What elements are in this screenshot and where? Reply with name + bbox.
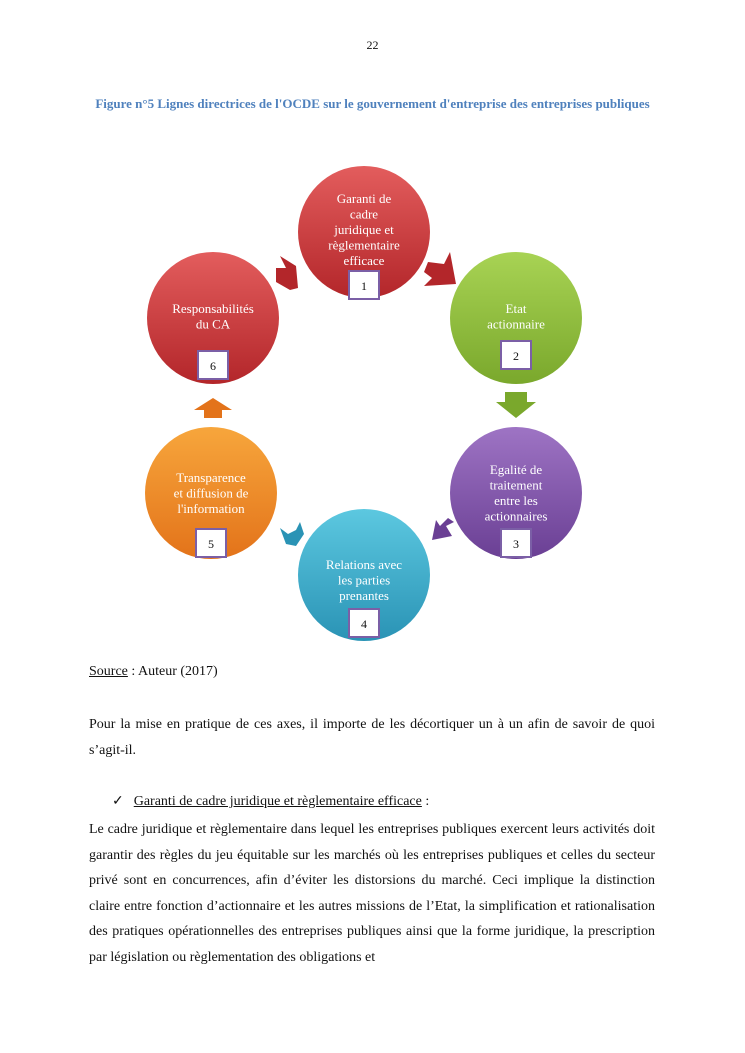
cycle-node-2 <box>450 252 582 384</box>
source-text: : Auteur (2017) <box>127 664 218 679</box>
cycle-arrow-3 <box>432 518 454 540</box>
node-number: 4 <box>361 617 367 631</box>
source-line <box>89 664 218 680</box>
body-paragraph: Le cadre juridique et règlementaire dans lequel les entreprises publiques exercent leurs activités doit garantir des règles du jeu équitable sur les marchés où les entreprises publiques et celles du secteur privé sont en concurrences, afin d’éviter les distorsions du marché. Ceci implique la distinction claire entre fonction d’actionnaire et les autres missions de l’Etat, la simplification et rationalisation des pratiques opérationnelles des entreprises publiques ainsi que la forme juridique, la prescription par législation ou règlementation des obligations et <box>89 822 655 965</box>
node-label-line: Etat <box>505 301 527 316</box>
node-label-line: actionnaire <box>487 316 545 332</box>
node-label-line: entre les <box>494 493 538 508</box>
cycle-node-4 <box>298 509 430 641</box>
node-label-line: Egalité de <box>489 462 543 477</box>
cycle-arrow-2 <box>496 392 536 418</box>
cycle-node-6 <box>147 252 279 384</box>
node-label-line: et diffusion de <box>173 485 249 501</box>
intro-paragraph: Pour la mise en pratique de ces axes, il importe de les décortiquer un à un afin de savoir de quoi s’agit-il. <box>89 717 655 758</box>
bullet-suffix: : <box>421 794 430 809</box>
node-number: 6 <box>210 359 216 373</box>
cycle-arrow-1 <box>424 252 456 286</box>
figure-title: Figure n°5 Lignes directrices de l'OCDE sur le gouvernement d'entreprise des entreprises publiques <box>95 96 650 111</box>
bullet-item <box>112 793 429 810</box>
page-number: 22 <box>366 38 379 52</box>
cycle-node-1 <box>298 166 430 299</box>
node-label-line: efficace <box>343 253 385 268</box>
node-label-line: Transparence <box>176 470 246 485</box>
node-label-line: Relations avec <box>325 557 403 572</box>
node-number: 1 <box>361 279 367 293</box>
source-label: Source <box>89 664 128 679</box>
node-label-line: juridique et <box>334 222 394 237</box>
node-label-line: actionnaires <box>484 508 548 524</box>
node-label-line: Garanti de <box>336 191 392 206</box>
bullet-label: Garanti de cadre juridique et règlementaire efficace <box>133 794 422 809</box>
cycle-arrow-4 <box>280 522 304 546</box>
cycle-arrow-6 <box>276 256 298 290</box>
node-label-line: traitement <box>489 477 543 493</box>
cycle-node-5 <box>145 427 277 559</box>
node-label-line: du CA <box>195 316 231 332</box>
node-number: 2 <box>513 349 519 363</box>
node-label-line: prenantes <box>339 588 389 603</box>
node-number: 5 <box>208 537 214 551</box>
node-label-line: Responsabilités <box>172 301 254 316</box>
node-label-line: l'information <box>177 501 245 516</box>
node-number: 3 <box>513 537 519 551</box>
cycle-arrow-5 <box>194 398 232 418</box>
node-label-line: les parties <box>337 572 391 588</box>
node-label-line: cadre <box>349 206 379 222</box>
node-label-line: règlementaire <box>328 237 400 253</box>
cycle-node-3 <box>450 427 582 559</box>
checkmark-icon: ✓ <box>112 794 124 809</box>
